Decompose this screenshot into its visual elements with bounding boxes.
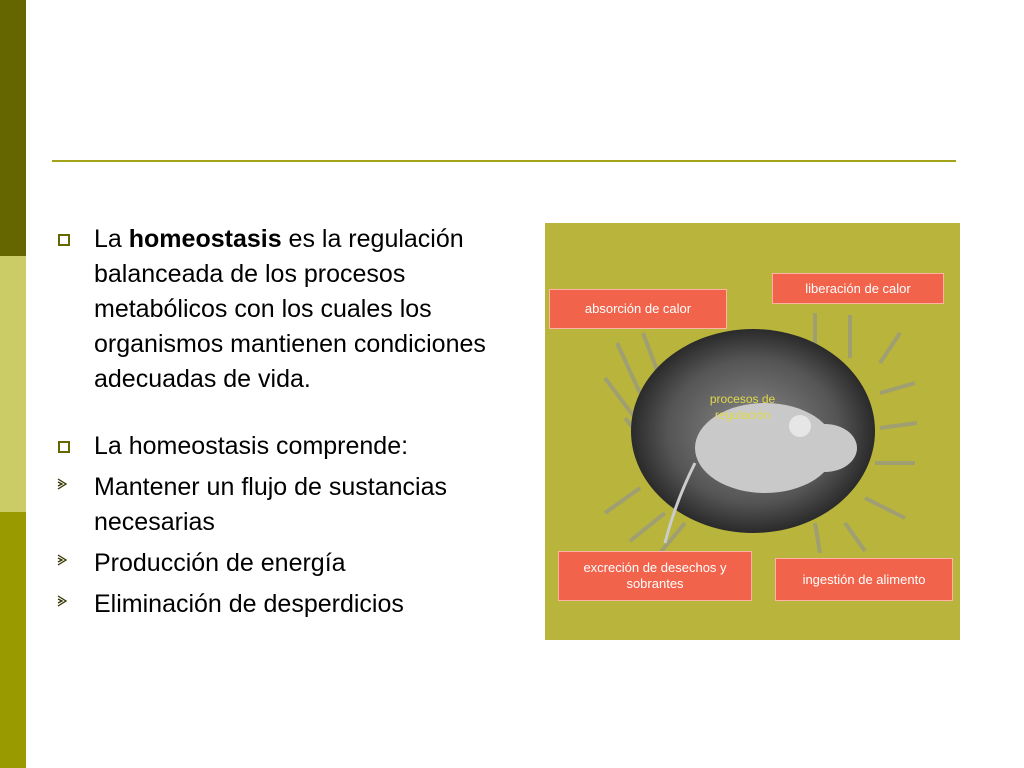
bullet-item xyxy=(56,222,526,397)
sub-bullet-item xyxy=(56,470,526,540)
homeostasis-diagram xyxy=(545,223,960,640)
bullet-list xyxy=(56,222,526,622)
title-divider xyxy=(52,160,956,162)
sidebar-segment-bottom xyxy=(0,512,26,768)
center-caption: procesos de regulación xyxy=(709,392,776,422)
label-heat-absorption: absorción de calor xyxy=(549,289,727,329)
square-bullet-icon xyxy=(58,441,70,453)
bullet-text: La homeostasis comprende: xyxy=(94,432,409,460)
bullet-text: Mantener un flujo de sustancias necesarias xyxy=(94,473,447,536)
sidebar-stripe xyxy=(0,0,26,768)
arrow-bullet-icon xyxy=(56,554,68,566)
bullet-keyword: homeostasis xyxy=(128,225,282,253)
bullet-item xyxy=(56,429,526,464)
arrow-bullet-icon xyxy=(56,595,68,607)
bullet-text: Producción de energía xyxy=(94,549,346,577)
bullet-text: Eliminación de desperdicios xyxy=(94,590,404,618)
sidebar-segment-top xyxy=(0,0,26,256)
sub-bullet-item xyxy=(56,546,526,581)
bullet-text-rest: es la regulación balanceada de los procesos metabólicos con los cuales los organismos mantienen condiciones adecuadas de vida. xyxy=(94,225,486,393)
bullet-text-prefix: La xyxy=(94,225,129,253)
label-waste-excretion: excreción de desechos y sobrantes xyxy=(558,551,752,601)
label-food-ingestion: ingestión de alimento xyxy=(775,558,953,601)
square-bullet-icon xyxy=(58,234,70,246)
sidebar-segment-middle xyxy=(0,256,26,512)
label-heat-release: liberación de calor xyxy=(772,273,944,304)
sub-bullet-item xyxy=(56,587,526,622)
arrow-bullet-icon xyxy=(56,478,68,490)
